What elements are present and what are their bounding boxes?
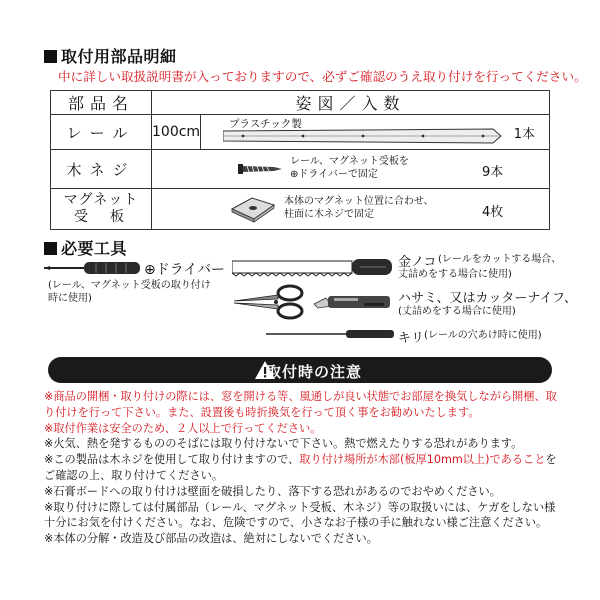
- caution-text: ※本体の分解・改造及び部品の改造は、絶対にしないでください。: [44, 532, 378, 546]
- saw-note-line1: (レールをカットする場合、: [438, 254, 562, 265]
- screw-figure-cell: [152, 150, 550, 189]
- rail-length: 100cm: [152, 115, 201, 150]
- scissors-note: (丈詰めをする場合に使用): [398, 306, 516, 317]
- caution-item: [44, 531, 564, 547]
- header-figure-qty: 姿図／入数: [152, 91, 550, 115]
- caution-text: ※商品の開梱・取り付けの際には、窓を開ける等、風通しが良い状態でお部屋を換気しながら開梱、取り付けを行って下さい。また、設置後も時折換気を行って頂く事をお勧めいたします。: [44, 390, 557, 419]
- saw-note-line2: 丈詰めをする場合に使用): [398, 269, 512, 280]
- awl-note: (レールの穴あけ時に使用): [424, 330, 542, 341]
- table-row: [51, 189, 550, 230]
- awl-name: キリ: [398, 331, 425, 346]
- caution-list: [44, 389, 564, 547]
- screwdriver-icon: [44, 258, 144, 278]
- table-row: [51, 115, 550, 150]
- parts-notice: 中に詳しい取扱説明書が入っておりますので、必ずご確認のうえ取り付けを行ってください。: [58, 69, 587, 84]
- magnet-plate-qty: 4枚: [482, 205, 504, 220]
- caution-banner: [48, 357, 552, 383]
- caution-item: [44, 500, 564, 532]
- rail-qty: 1本: [513, 127, 535, 142]
- caution-item: [44, 452, 564, 484]
- caution-text: をご確認の上、取り付けてください。: [44, 453, 557, 482]
- square-bullet-icon: [44, 50, 57, 63]
- caution-text: ※取り付けに際しては付属部品（レール、マグネット受板、木ネジ）等の取扱いには、ケガをしない様十分にお気を付けください。なお、危険ですので、小さなお子様の手に触れない様ご注意ください。: [44, 500, 556, 530]
- hacksaw-icon: [232, 256, 394, 278]
- caution-item: [44, 436, 564, 452]
- caution-text: ※石膏ボードへの取り付けは壁面を破損したり、落下する恐れがあるのでおやめください。: [44, 484, 501, 498]
- table-row: [51, 150, 550, 189]
- cutter-knife-icon: [314, 290, 394, 312]
- header-part-name: 部品名: [51, 91, 152, 115]
- parts-table: [50, 90, 550, 230]
- part-name-magnet-plate: マグネット 受 板: [51, 189, 152, 230]
- tools-section-title: 必要工具: [61, 239, 128, 258]
- saw-name: 金ノコ: [398, 255, 437, 270]
- magnet-plate-description: 本体のマグネット位置に合わせ、 柱面に木ネジで固定: [284, 196, 434, 220]
- part-name-screw: 木ネジ: [51, 150, 152, 189]
- magnet-plate-icon: [230, 195, 276, 223]
- square-bullet-icon: [44, 242, 57, 255]
- rail-icon: [223, 128, 503, 144]
- caution-text: ※この製品は木ネジを使用して取り付けますので、: [44, 453, 300, 467]
- rail-figure-cell: [201, 115, 550, 150]
- caution-title: 取付時の注意: [265, 363, 362, 381]
- tools-section-heading: [44, 236, 127, 259]
- caution-item: [44, 389, 564, 421]
- magnet-plate-figure-cell: [152, 189, 550, 230]
- caution-text: ※火気、熱を発するもののそばには取り付けないで下さい。熱で燃えたりする恐れがあります。: [44, 437, 523, 451]
- rail-material-label: プラスチック製: [229, 118, 302, 130]
- screwdriver-name: ⊕ドライバー: [144, 262, 226, 278]
- screwdriver-note: (レール、マグネット受板の取り付け 時に使用): [48, 280, 211, 304]
- parts-section-title: 取付用部品明細: [61, 47, 177, 66]
- caution-item: [44, 421, 564, 437]
- caution-text: 取り付け場所が木部(板厚10mm以上)であること: [299, 453, 546, 467]
- scissors-name: ハサミ、又はカッターナイフ、: [398, 291, 578, 306]
- part-name-rail: レール: [51, 115, 152, 150]
- table-header-row: [51, 91, 550, 115]
- scissors-icon: [232, 284, 312, 320]
- wood-screw-icon: [238, 162, 282, 176]
- parts-section-heading: [44, 44, 177, 67]
- screw-qty: 9本: [482, 165, 504, 180]
- caution-item: [44, 484, 564, 500]
- screw-description: レール、マグネット受板を ⊕ドライバーで固定: [290, 156, 409, 180]
- awl-icon: [266, 328, 396, 340]
- caution-text: ※取付作業は安全のため、２人以上で行ってください。: [44, 421, 322, 435]
